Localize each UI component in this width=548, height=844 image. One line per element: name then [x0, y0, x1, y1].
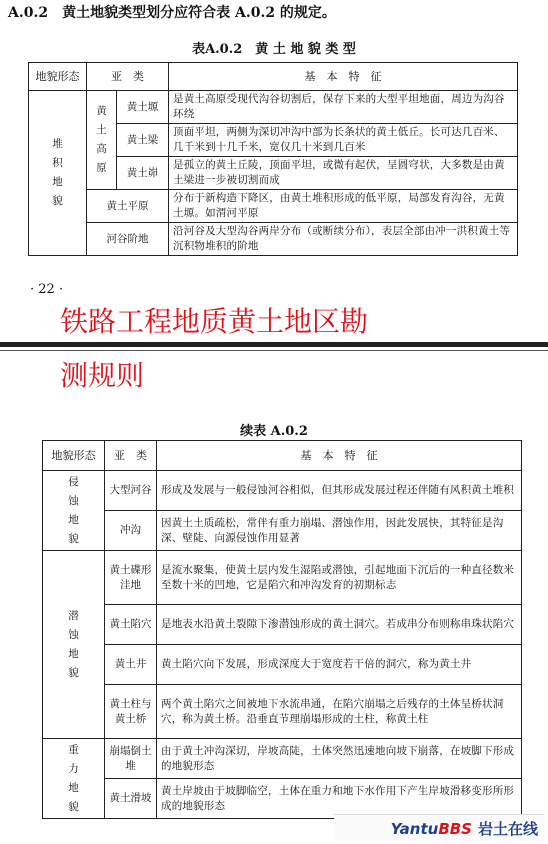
feature-cell: 是流水聚集，使黄土层内发生湿陷或潜蚀，引起地面下沉后的一种直径数米至数十米的凹地，它是陷穴和冲沟发育的初期标志 [157, 551, 522, 605]
feature-cell: 由于黄土冲沟深切，岸坡高陡，土体突然迅速地向坡下崩落，在坡脚下形成的地貌形态 [157, 739, 522, 779]
header-feature: 基 本 特 征 [157, 441, 522, 471]
subtype-cell: 黄土平原 [87, 190, 169, 223]
subtype-cell: 黄土柱与黄土桥 [105, 685, 157, 739]
landform-table [28, 62, 518, 256]
clause-title: A.0.2 黄土地貌类型划分应符合表 A.0.2 的规定。 [8, 5, 336, 21]
feature-cell: 黄土陷穴向下发展，形成深度大于宽度若干倍的洞穴，称为黄土井 [157, 645, 522, 685]
group-suffosion: 潜 蚀 地 貌 [43, 551, 105, 739]
subtype-cell: 黄土井 [105, 645, 157, 685]
group-erosion: 侵 蚀 地 貌 [43, 471, 105, 551]
banner-title-line1: 铁路工程地质黄土地区勘 [60, 305, 369, 338]
subtype-cell: 黄土塬 [117, 91, 169, 124]
feature-cell: 分布于新构造下降区，由黄土堆积形成的低平原，局部发育沟谷，无黄土塬。如渭河平原 [169, 190, 518, 223]
group-gravity: 重 力 地 貌 [43, 739, 105, 819]
feature-cell: 因黄土土质疏松，常伴有重力崩塌、潜蚀作用，因此发展快，其特征是沟深、壁陡、向源侵蚀作用显著 [157, 511, 522, 551]
subgroup-loess-plateau: 黄 土 高 原 [87, 91, 117, 190]
page-divider-thin [0, 350, 548, 351]
header-subtype: 亚 类 [87, 63, 169, 91]
feature-cell: 形成及发展与一般侵蚀河谷相似，但其形成发展过程还伴随有风积黄土堆积 [157, 471, 522, 511]
page-number: · 22 · [30, 282, 64, 297]
header-subtype: 亚 类 [105, 441, 157, 471]
feature-cell: 两个黄土陷穴之间被地下水流串通，在陷穴崩塌之后残存的土体呈桥状洞穴，称为黄土桥。沿垂直节理崩塌形成的土柱，称黄土柱 [157, 685, 522, 739]
table1-caption: 表A.0.2 黄 土 地 貌 类 型 [192, 42, 356, 57]
table2-caption: 续表 A.0.2 [240, 424, 308, 439]
subtype-cell: 大型河谷 [105, 471, 157, 511]
feature-cell: 是孤立的黄土丘陵，顶面平坦，或微有起伏，呈圆穹状，大多数是由黄土梁进一步被切割而成 [169, 157, 518, 190]
page-divider [0, 342, 548, 347]
subtype-cell: 冲沟 [105, 511, 157, 551]
subtype-cell: 崩塌倒土堆 [105, 739, 157, 779]
feature-cell: 是黄土高原受现代沟谷切割后，保存下来的大型平坦地面，周边为沟谷环绕 [169, 91, 518, 124]
watermark-logo: Yantu BBS 岩土在线 [334, 814, 544, 842]
landform-table-continued [42, 440, 522, 819]
banner-title-line2: 测规则 [60, 359, 145, 392]
subtype-cell: 河谷阶地 [87, 223, 169, 256]
subtype-cell: 黄土陷穴 [105, 605, 157, 645]
header-landform: 地貌形态 [43, 441, 105, 471]
header-feature: 基 本 特 征 [169, 63, 518, 91]
subtype-cell: 黄土碟形洼地 [105, 551, 157, 605]
feature-cell: 沿河谷及大型沟谷两岸分布（或断续分布），表层全部由冲一洪积黄土等沉积物堆积的阶地 [169, 223, 518, 256]
subtype-cell: 黄土峁 [117, 157, 169, 190]
feature-cell: 顶面平坦，两侧为深切冲沟中部为长条状的黄土低丘。长可达几百米、几千米到十几千米，宽仅几十米到几百米 [169, 124, 518, 157]
subtype-cell: 黄土滑坡 [105, 779, 157, 819]
feature-cell: 是地表水沿黄土裂隙下渗潜蚀形成的黄土洞穴。若成串分布则称串珠状陷穴 [157, 605, 522, 645]
header-landform: 地貌形态 [29, 63, 87, 91]
group-accumulation: 堆 积 地 貌 [29, 91, 87, 256]
subtype-cell: 黄土梁 [117, 124, 169, 157]
feature-cell: 黄土岸坡由于坡脚临空，土体在重力和地下水作用下产生岸坡滑移变形所形成的地貌形态 [157, 779, 522, 819]
